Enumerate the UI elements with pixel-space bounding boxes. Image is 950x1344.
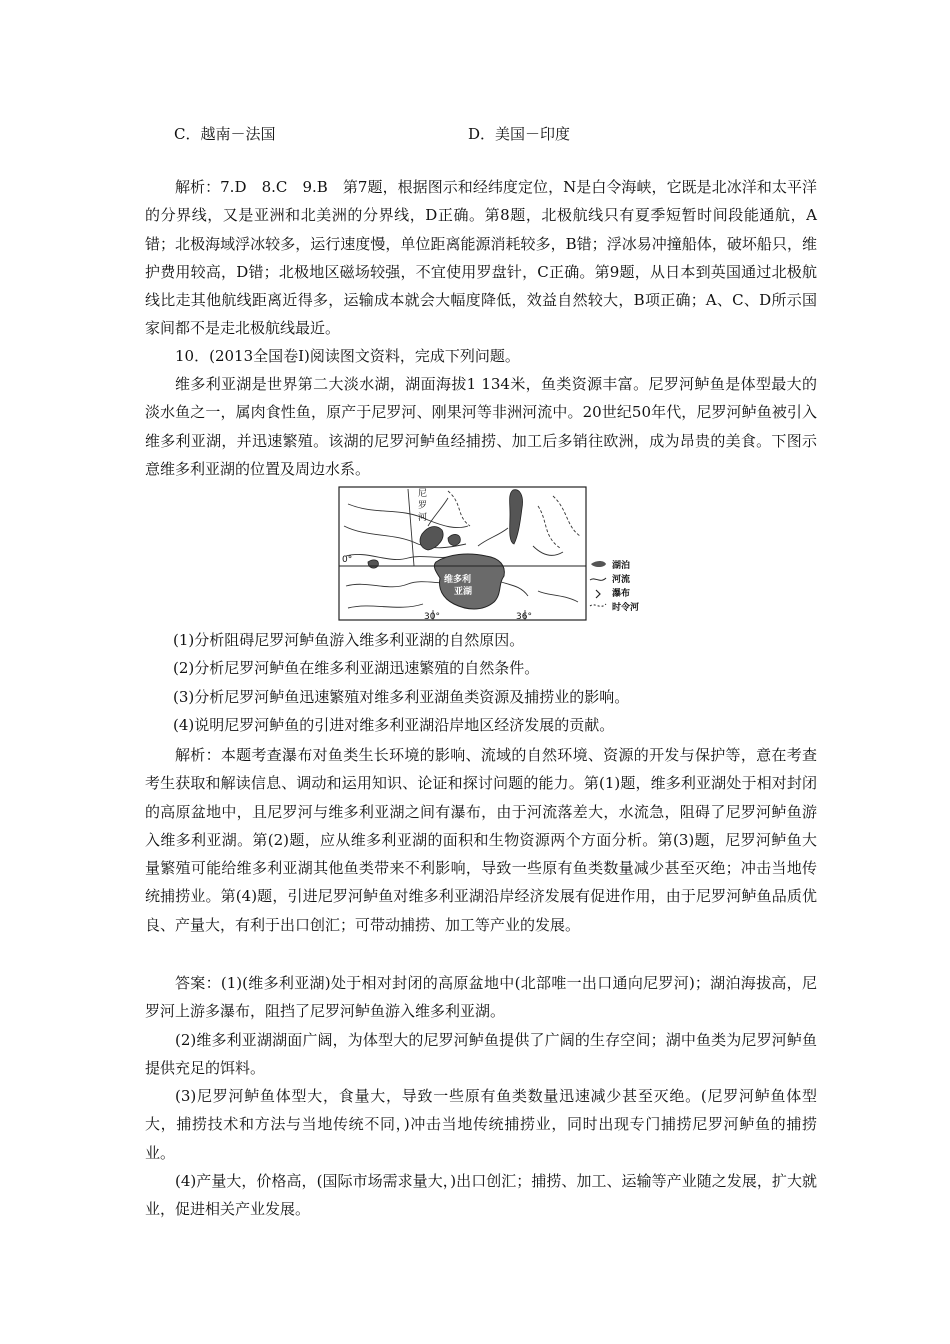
lake-edward	[448, 535, 460, 546]
longitude-30-label: 30°	[424, 612, 440, 622]
legend-waterfall-label: 瀑布	[612, 589, 631, 599]
river-label-char-3: 河	[418, 513, 428, 523]
longitude-36-label: 36°	[516, 612, 532, 622]
analysis-section-1	[145, 173, 817, 343]
answer-1: 答案：(1)(维多利亚湖)处于相对封闭的高原盆地中(北部唯一出口通向尼罗河)；湖泊海拔高，尼罗河上游多瀑布，阻挡了尼罗河鲈鱼游入维多利亚湖。	[145, 974, 817, 1021]
legend-waterfall-symbol	[596, 590, 600, 598]
legend-lake-label: 湖泊	[612, 561, 631, 571]
legend-lake-symbol	[591, 561, 606, 567]
analysis-section-2: 解析：本题考查瀑布对鱼类生长环境的影响、流域的自然环境、资源的开发与保护等，意在考查考生获取和解读信息、调动和运用知识、论证和探讨问题的能力。第(1)题，维多利亚湖处于相对封闭的高原盆地中，且尼罗河与维多利亚湖之间有瀑布，由于河流落差大，水流急，阻碍了尼罗河鲈鱼游入维多利亚湖。第(2)题，应从维多利亚湖的面积和生物资源两个方面分析。第(3)题，尼罗河鲈鱼大量繁殖可能给维多利亚湖其他鱼类带来不利影响，导致一些原有鱼类数量减少甚至灭绝；冲击当地传统捕捞业。第(4)题，引进尼罗河鲈鱼对维多利亚湖沿岸经济发展有促进作用，由于尼罗河鲈鱼品质优良、产量大，有利于出口创汇；可带动捕捞、加工等产业的发展。	[145, 746, 817, 934]
question-2: (2)分析尼罗河鲈鱼在维多利亚湖迅速繁殖的自然条件。	[173, 659, 540, 677]
latitude-label: 0°	[342, 555, 353, 565]
legend-seasonal-river-symbol	[590, 604, 606, 606]
question-10-heading: 10．(2013全国卷Ⅰ)阅读图文资料，完成下列问题。	[175, 347, 520, 365]
river-label-char-2: 罗	[418, 501, 428, 511]
analysis-paragraph: 解析：7.D 8.C 9.B 第7题，根据图示和经纬度定位，N是白令海峡，它既是北冰洋和太平洋的分界线，又是亚洲和北美洲的分界线，D正确。第8题，北极航线只有夏季短暂时间段能通航，A错；北极海域浮冰较多，运行速度慢，单位距离能源消耗较多，B错；浮冰易冲撞船体，破坏船只，维护费用较高，D错；北极地区磁场较强，不宜使用罗盘针，C正确。第9题，从日本到英国通过北极航线比走其他航线距离近得多，运输成本就会大幅度降低，效益自然较大，B项正确；A、C、D所示国家间都不是走北极航线最近。	[145, 178, 817, 338]
lake-label-line-2: 亚湖	[454, 587, 473, 597]
lake-label-line-1: 维多利	[444, 575, 472, 585]
victoria-lake-map	[338, 486, 658, 622]
legend-seasonal-river-label: 时令河	[612, 603, 640, 613]
river-label-char-1: 尼	[418, 489, 428, 499]
question-3: (3)分析尼罗河鲈鱼迅速繁殖对维多利亚湖鱼类资源及捕捞业的影响。	[173, 688, 630, 706]
lake-kivu	[368, 560, 378, 568]
answer-3: (3)尼罗河鲈鱼体型大，食量大，导致一些原有鱼类数量迅速减少甚至灭绝。(尼罗河鲈鱼体型大，捕捞技术和方法与当地传统不同，)冲击当地传统捕捞业，同时出现专门捕捞尼罗河鲈鱼的捕捞业。	[145, 1087, 817, 1162]
map-legend	[590, 559, 639, 613]
option-d: D．美国－印度	[468, 125, 571, 143]
legend-river-symbol	[590, 578, 606, 580]
answer-2: (2)维多利亚湖湖面广阔，为体型大的尼罗河鲈鱼提供了广阔的生存空间；湖中鱼类为尼罗河鲈鱼提供充足的饵料。	[145, 1031, 817, 1078]
question-4: (4)说明尼罗河鲈鱼的引进对维多利亚湖沿岸地区经济发展的贡献。	[173, 716, 615, 734]
material-paragraph: 维多利亚湖是世界第二大淡水湖，湖面海拔1 134米，鱼类资源丰富。尼罗河鲈鱼是体型最大的淡水鱼之一，属肉食性鱼，原产于尼罗河、刚果河等非洲河流中。20世纪50年代，尼罗河鲈鱼被引入维多利亚湖，并迅速繁殖。该湖的尼罗河鲈鱼经捕捞、加工后多销往欧洲，成为昂贵的美食。下图示意维多利亚湖的位置及周边水系。	[145, 375, 817, 478]
question-1: (1)分析阻碍尼罗河鲈鱼游入维多利亚湖的自然原因。	[173, 631, 525, 649]
option-c: C．越南－法国	[174, 125, 276, 143]
legend-river-label: 河流	[612, 575, 631, 585]
answer-4: (4)产量大，价格高，(国际市场需求量大，)出口创汇；捕捞、加工、运输等产业随之发展，扩大就业，促进相关产业发展。	[145, 1172, 817, 1219]
